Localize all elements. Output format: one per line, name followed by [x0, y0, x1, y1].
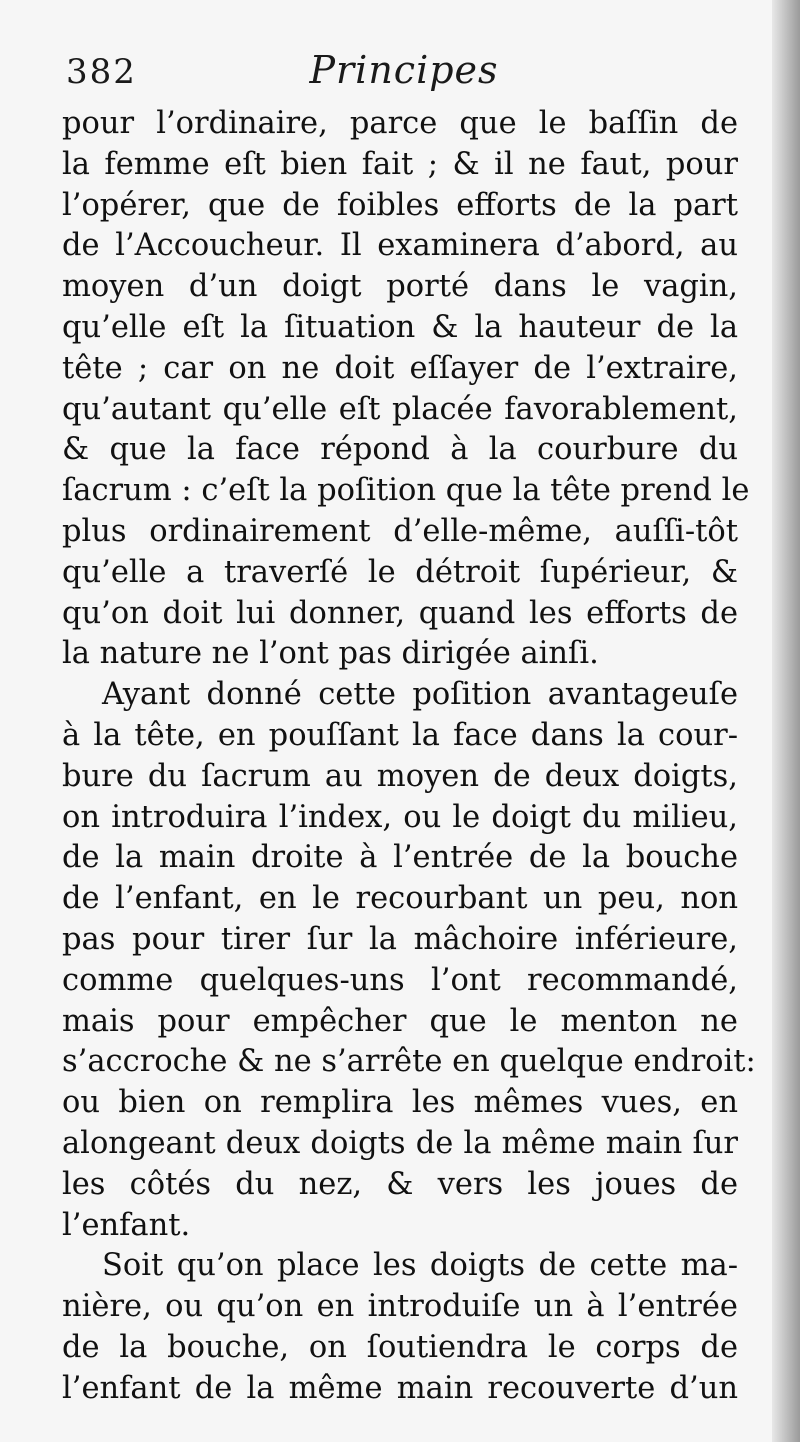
text-line: la nature ne l’ont pas dirigée ainſi.: [62, 636, 599, 672]
text-line: ſacrum : c’eſt la poſition que la tête prend le: [62, 473, 750, 509]
running-head: [64, 48, 744, 104]
text-line: Ayant donné cette poſition avantageuſe: [102, 677, 738, 713]
text-line: s’accroche & ne s’arrête en quelque endroit:: [62, 1044, 756, 1080]
paragraph: [62, 104, 750, 675]
text-line: mais pour empêcher que le menton ne: [62, 1003, 738, 1039]
text-line: de la bouche, on ſoutiendra le corps de: [62, 1329, 738, 1365]
paragraph: [62, 1246, 738, 1409]
body-text: [62, 104, 756, 1410]
text-line: nière, ou qu’on en introduiſe un à l’entrée: [62, 1289, 738, 1325]
text-line: de l’Accoucheur. Il examinera d’abord, au: [62, 228, 738, 264]
text-line: alongeant deux doigts de la même main ſur: [62, 1125, 738, 1161]
text-line: qu’on doit lui donner, quand les efforts de: [62, 595, 738, 631]
paragraph: [62, 675, 756, 1246]
text-line: l’opérer, que de foibles efforts de la part: [62, 187, 738, 223]
text-line: de la main droite à l’entrée de la bouche: [62, 840, 738, 876]
text-line: on introduira l’index, ou le doigt du milieu,: [62, 799, 738, 835]
text-line: qu’elle eſt la ſituation & la hauteur de la: [62, 309, 738, 345]
text-line: bure du ſacrum au moyen de deux doigts,: [62, 758, 738, 794]
text-line: tête ; car on ne doit eſſayer de l’extraire,: [62, 350, 738, 386]
text-line: les côtés du nez, & vers les joues de: [62, 1166, 738, 1202]
text-line: l’enfant.: [62, 1207, 191, 1243]
page-gutter-shadow: [772, 0, 800, 1442]
text-line: comme quelques-uns l’ont recommandé,: [62, 962, 738, 998]
text-line: ou bien on remplira les mêmes vues, en: [62, 1085, 738, 1121]
text-line: qu’autant qu’elle eſt placée favorablement,: [62, 391, 738, 427]
text-line: de l’enfant, en le recourbant un peu, non: [62, 881, 738, 917]
text-line: pas pour tirer ſur la mâchoire inférieure,: [62, 921, 738, 957]
page-number: 382: [66, 52, 137, 92]
text-line: qu’elle a traverſé le détroit ſupérieur, &: [62, 554, 738, 590]
text-line: l’enfant de la même main recouverte d’un: [62, 1370, 738, 1406]
running-title: Principes: [309, 48, 499, 92]
text-line: plus ordinairement d’elle-même, auſſi-tôt: [62, 513, 738, 549]
text-line: à la tête, en pouſſant la face dans la cour-: [62, 717, 738, 753]
text-line: la femme eſt bien fait ; & il ne faut, pour: [62, 146, 738, 182]
text-line: moyen d’un doigt porté dans le vagin,: [62, 269, 738, 305]
text-line: Soit qu’on place les doigts de cette ma-: [102, 1248, 738, 1284]
text-line: pour l’ordinaire, parce que le baſſin de: [62, 106, 738, 141]
text-line: & que la face répond à la courbure du: [62, 432, 738, 468]
